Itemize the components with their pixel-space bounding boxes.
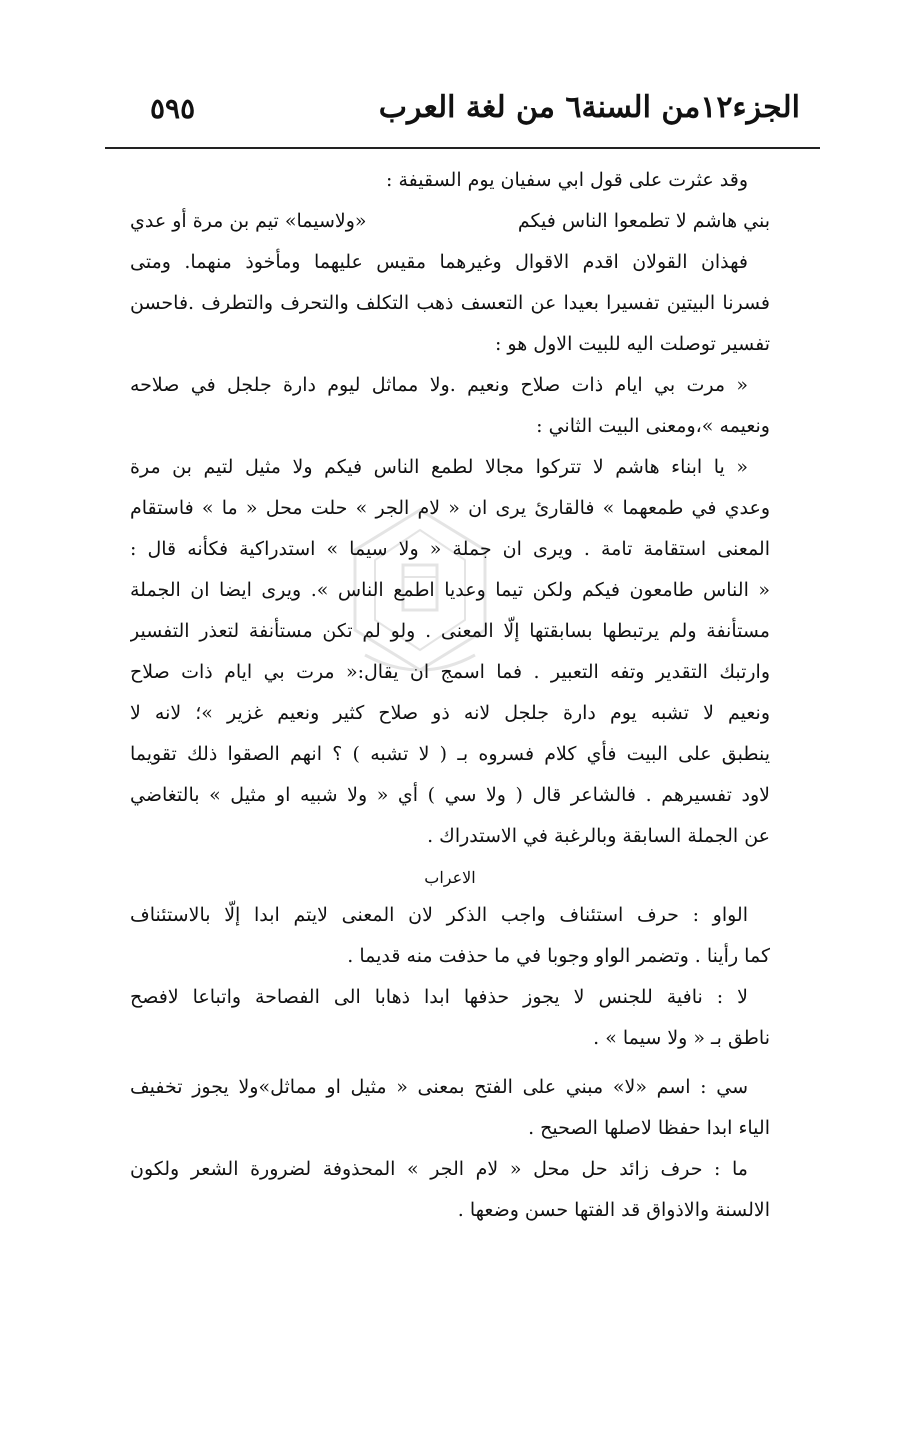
text-line: ناطق بـ « ولا سيما » . [593,1027,770,1049]
verse-second-hemistich: «ولاسيما» تيم بن مرة أو عدي [130,210,367,232]
paragraph-2 [130,365,770,447]
text-line: عن الجملة السابقة وبالرغبة في الاستدراك . [427,825,770,847]
text-line: الالسنة والاذواق قد الفتها حسن وضعها . [457,1199,770,1221]
text-line: لاود تفسيرهم . فالشاعر قال ( ولا سي ) أي « ولا شبيه او مثيل » بالتغاضي [130,784,770,806]
text-line: الياء ابدا حفظا لاصلها الصحيح . [528,1117,770,1139]
intro-line: وقد عثرت على قول ابي سفيان يوم السقيفة : [386,169,748,191]
text-line: « الناس طامعون فيكم ولكن تيما وعديا اطمع الناس ». ويرى ايضا ان الجملة [130,579,770,601]
text-line: فسرنا البيتين تفسيرا بعيدا عن التعسف ذهب التكلف والتحرف والتطرف .فاحسن [130,292,770,314]
running-title: الجزء١٢من السنة٦ من لغة العرب [378,90,800,125]
section-title: الاعراب [424,868,476,887]
text-line: وعدي في طمعهما » فالقارئ يرى ان « لام الجر » حلت محل « ما » فاستقام [130,497,770,519]
text-line: ونعيم لا تشبه يوم دارة جلجل لانه ذو صلاح كثير ونعيم غزير »؛ لانه لا [130,702,770,724]
page-header [150,82,800,132]
text-line: سي : اسم «لا» مبني على الفتح بمعنى « مثيل او مماثل»ولا يجوز تخفيف [130,1076,748,1098]
verse-first-hemistich: بني هاشم لا تطمعوا الناس فيكم [517,210,770,232]
parsing-la [130,977,770,1059]
article-body [130,160,770,1231]
text-line: « مرت بي ايام ذات صلاح ونعيم .ولا مماثل ليوم دارة جلجل في صلاحه [130,374,748,396]
text-line: ونعيمه »،ومعنى البيت الثاني : [536,415,770,437]
page-number: ٥٩٥ [150,92,196,125]
text-line: ينطبق على البيت فأي كلام فسروه بـ ( لا تشبه ) ؟ انهم الصقوا ذلك تقويما [130,743,770,765]
parsing-si [130,1067,770,1149]
paragraph-3 [130,447,770,857]
text-line: « يا ابناء هاشم لا تتركوا مجالا لطمع الناس فيكم ولا مثيل لتيم بن مرة [130,456,748,478]
text-line: فهذان القولان اقدم الاقوال وغيرهما مقيس عليهما ومأخوذ منهما. ومتى [130,251,748,273]
text-line: ما : حرف زائد حل محل « لام الجر » المحذوفة لضرورة الشعر ولكون [130,1158,748,1180]
text-line: الواو : حرف استئناف واجب الذكر لان المعنى لايتم ابدا إلّا بالاستئناف [130,904,748,926]
parsing-ma [130,1149,770,1231]
paragraph-1 [130,242,770,365]
text-line: لا : نافية للجنس لا يجوز حذفها ابدا ذهابا الى الفصاحة واتباعا لافصح [130,986,748,1008]
text-line: المعنى استقامة تامة . ويرى ان جملة « ولا سيما » استدراكية فكأنه قال : [130,538,770,560]
text-line: مستأنفة ولم يرتبطها بسابقتها إلّا المعنى . ولو لم تكن مستأنفة لتعذر التفسير [130,620,770,642]
text-line: تفسير توصلت اليه للبيت الاول هو : [494,333,770,355]
header-rule [105,147,820,149]
parsing-waw [130,895,770,977]
text-line: وارتبك التقدير وتفه التعبير . فما اسمج ان يقال:« مرت بي ايام ذات صلاح [130,661,770,683]
text-line: كما رأينا . وتضمر الواو وجوبا في ما حذفت منه قديما . [347,945,770,967]
poem-verse [130,201,770,242]
